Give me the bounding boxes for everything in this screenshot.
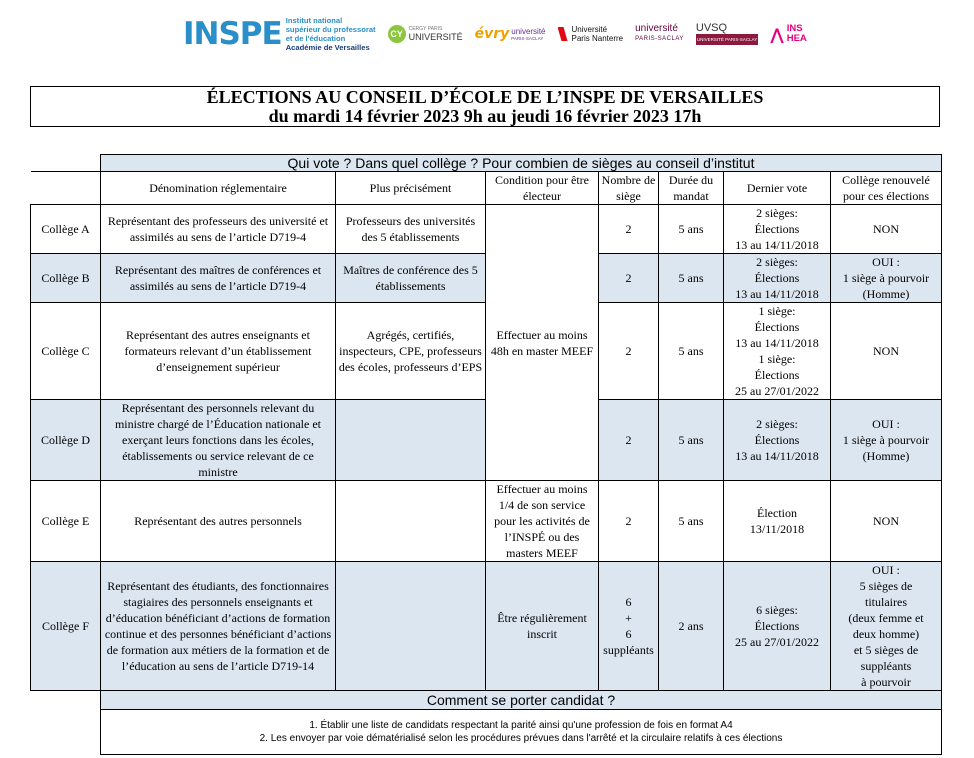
renewed-cell: NON — [831, 481, 942, 562]
table-row — [31, 481, 942, 562]
cy-mark: CY — [388, 25, 406, 43]
precision-cell: Agrégés, certifiés, inspecteurs, CPE, professeurs des écoles, professeurs d’EPS — [336, 303, 486, 400]
column-header: Durée du mandat — [659, 172, 724, 205]
title-line-2: du mardi 14 février 2023 9h au jeudi 16 février 2023 17h — [268, 106, 702, 126]
seats-cell: 2 — [599, 303, 659, 400]
precision-cell: Maîtres de conférence des 5 établissements — [336, 254, 486, 303]
seats-cell: 6 + 6 suppléants — [599, 562, 659, 691]
column-header: Dernier vote — [724, 172, 831, 205]
college-label: Collège F — [31, 562, 101, 691]
last-vote-cell: 2 sièges: Élections 13 au 14/11/2018 — [724, 400, 831, 481]
instruction-line: 1. Établir une liste de candidats respectant la parité ainsi qu'une profession de fois en format A4 — [309, 720, 733, 731]
precision-cell — [336, 562, 486, 691]
last-vote-cell: 1 siège: Élections 13 au 14/11/2018 1 siège: Élections 25 au 27/01/2022 — [724, 303, 831, 400]
precision-cell — [336, 400, 486, 481]
evry-mark: évry — [474, 26, 510, 42]
seats-cell: 2 — [599, 481, 659, 562]
column-header: Dénomination réglementaire — [101, 172, 336, 205]
nanterre-logo: Université Paris Nanterre — [558, 25, 624, 43]
last-vote-cell: 6 sièges: Élections 25 au 27/01/2022 — [724, 562, 831, 691]
seats-cell: 2 — [599, 205, 659, 254]
instruction-line: 2. Les envoyer par voie dématérialisé selon les procédures prévues dans l'arrêté et la circulaire relatifs à ces élections — [259, 733, 783, 744]
denomination-cell: Représentant des autres enseignants et formateurs relevant d’un établissement d’enseignement supérieur — [101, 303, 336, 400]
denomination-cell: Représentant des étudiants, des fonctionnaires stagiaires des personnels enseignants et d’éducation bénéficiant d’actions de formation continue et des personnes bénéficiant d’actions de formation aux métiers de la formation et de l’éducation au sens de l’article D719-14 — [101, 562, 336, 691]
inshea-mark-icon: ⋀ — [770, 24, 784, 44]
saclay-logo: université PARIS-SACLAY — [635, 23, 684, 42]
last-vote-cell: 2 sièges: Élections 13 au 14/11/2018 — [724, 254, 831, 303]
inshea-logo: ⋀ INS HEA — [770, 23, 807, 44]
mandate-cell: 5 ans — [659, 303, 724, 400]
evry-logo: évry université PARIS-SACLAY — [474, 26, 546, 42]
precision-cell: Professeurs des universités des 5 établissements — [336, 205, 486, 254]
column-header-row — [31, 172, 942, 205]
college-label: Collège B — [31, 254, 101, 303]
denomination-cell: Représentant des maîtres de conférences et assimilés au sens de l’article D719-4 — [101, 254, 336, 303]
uvsq-logo: UVSQ UNIVERSITÉ PARIS-SACLAY — [696, 23, 758, 45]
mandate-cell: 5 ans — [659, 205, 724, 254]
column-header: Collège renouvelé pour ces élections — [831, 172, 942, 205]
inspe-subtitle: Institut national supérieur du professorat et de l'éducation Académie de Versailles — [285, 16, 376, 52]
seats-cell: 2 — [599, 400, 659, 481]
mandate-cell: 2 ans — [659, 562, 724, 691]
renewed-cell: OUI : 5 sièges de titulaires (deux femme et deux homme) et 5 sièges de suppléants à pourvoir — [831, 562, 942, 691]
renewed-cell: OUI : 1 siège à pourvoir (Homme) — [831, 400, 942, 481]
last-vote-cell: Élection 13/11/2018 — [724, 481, 831, 562]
denomination-cell: Représentant des autres personnels — [101, 481, 336, 562]
denomination-cell: Représentant des personnels relevant du ministre chargé de l’Éducation nationale et exerçant leurs fonctions dans les écoles, établissements ou service relevant de ce ministre — [101, 400, 336, 481]
mandate-cell: 5 ans — [659, 481, 724, 562]
condition-cell: Être régulièrement inscrit — [486, 562, 599, 691]
how-to-apply-instructions — [101, 710, 942, 755]
table-row — [31, 205, 942, 254]
condition-cell: Effectuer au moins 1/4 de son service pour les activités de l’INSPÉ ou des masters MEEF — [486, 481, 599, 562]
college-label: Collège C — [31, 303, 101, 400]
column-header: Nombre de siège — [599, 172, 659, 205]
last-vote-cell: 2 sièges: Élections 13 au 14/11/2018 — [724, 205, 831, 254]
table-row — [31, 562, 942, 691]
column-header: Condition pour être électeur — [486, 172, 599, 205]
mandate-cell: 5 ans — [659, 254, 724, 303]
college-label: Collège A — [31, 205, 101, 254]
renewed-cell: NON — [831, 205, 942, 254]
renewed-cell: NON — [831, 303, 942, 400]
section-header-who-votes: Qui vote ? Dans quel collège ? Pour combien de sièges au conseil d’institut — [101, 155, 942, 172]
college-label: Collège E — [31, 481, 101, 562]
seats-cell: 2 — [599, 254, 659, 303]
section-header-how-to-apply: Comment se porter candidat ? — [101, 691, 942, 710]
mandate-cell: 5 ans — [659, 400, 724, 481]
elections-table — [30, 154, 942, 755]
column-header: Plus précisément — [336, 172, 486, 205]
condition-cell: Effectuer au moins 48h en master MEEF — [486, 205, 599, 481]
cy-logo: CY CERGY PARIS UNIVERSITÉ — [388, 25, 463, 43]
inspe-wordmark: INSPE — [183, 15, 282, 52]
partner-logos — [183, 14, 819, 54]
precision-cell — [336, 481, 486, 562]
title-line-1: ÉLECTIONS AU CONSEIL D’ÉCOLE DE L’INSPE DE VERSAILLES — [206, 87, 764, 107]
page-title — [30, 86, 940, 127]
denomination-cell: Représentant des professeurs des université et assimilés au sens de l’article D719-4 — [101, 205, 336, 254]
nanterre-mark-icon — [558, 27, 568, 41]
college-label: Collège D — [31, 400, 101, 481]
renewed-cell: OUI : 1 siège à pourvoir (Homme) — [831, 254, 942, 303]
inspe-logo — [183, 16, 376, 52]
